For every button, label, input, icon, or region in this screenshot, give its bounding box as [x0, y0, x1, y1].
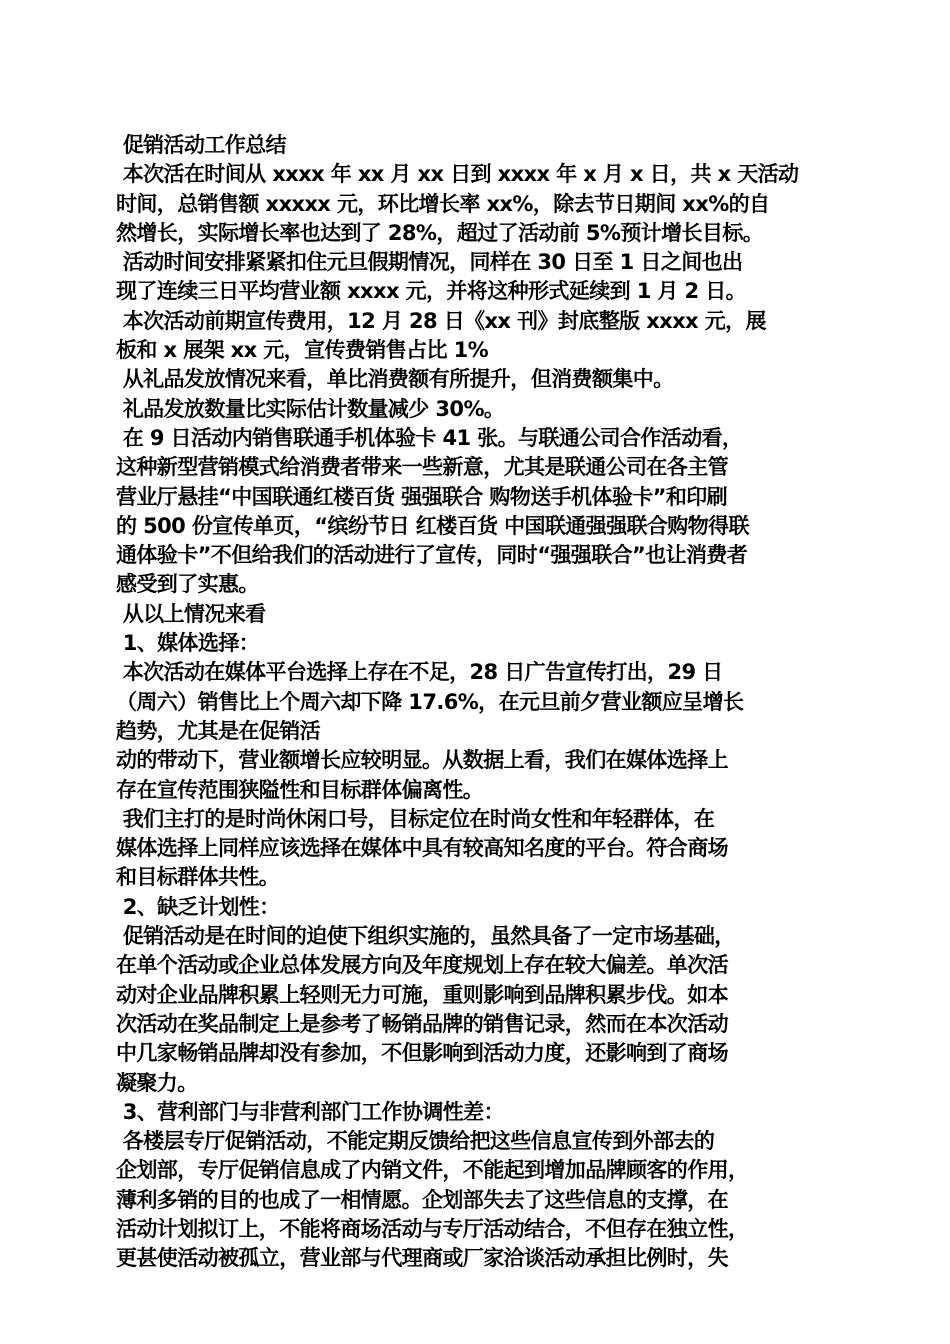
text-line: 和目标群体共性。 — [116, 865, 280, 890]
text-line: 促销活动是在时间的迫使下组织实施的，虽然具备了一定市场基础， — [116, 924, 735, 949]
text-line: 我们主打的是时尚休闲口号，目标定位在时尚女性和年轻群体，在 — [116, 806, 715, 831]
text-line: 这种新型营销模式给消费者带来一些新意，尤其是联通公司在各主管 — [116, 455, 728, 480]
text-line: 2、缺乏计划性： — [116, 894, 280, 919]
text-line: 动的带动下，营业额增长应较明显。从数据上看，我们在媒体选择上 — [116, 748, 728, 773]
text-line: 从礼品发放情况来看，单比消费额有所提升，但消费额集中。 — [116, 367, 674, 392]
text-line: 礼品发放数量比实际估计数量减少 30%。 — [116, 396, 505, 421]
text-line: 现了连续三日平均营业额 xxxx 元，并将这种形式延续到 1 月 2 日。 — [116, 279, 747, 304]
text-line: 通体验卡”不但给我们的活动进行了宣传，同时“强强联合”也让消费者 — [116, 543, 748, 568]
text-line: 动对企业品牌积累上轻则无力可施，重则影响到品牌积累步伐。如本 — [116, 982, 728, 1007]
text-line: 本次活动在媒体平台选择上存在不足，28 日广告宣传打出，29 日 — [116, 660, 723, 685]
text-line: 趋势，尤其是在促销活 — [116, 718, 320, 743]
text-line: 3、营利部门与非营利部门工作协调性差： — [116, 1099, 504, 1124]
text-line: 存在宣传范围狭隘性和目标群体偏离性。 — [116, 777, 484, 802]
text-line: 的 500 份宣传单页，“缤纷节日 红楼百货 中国联通强强联合购物得联 — [116, 513, 749, 538]
text-line: 营业厅悬挂“中国联通红楼百货 强强联合 购物送手机体验卡”和印刷 — [116, 484, 728, 509]
text-line: 时间，总销售额 xxxxx 元，环比增长率 xx%，除去节日期间 xx%的自 — [116, 191, 770, 216]
text-line: 在单个活动或企业总体发展方向及年度规划上存在较大偏差。单次活 — [116, 953, 728, 978]
text-line: 企划部，专厅促销信息成了内销文件，不能起到增加品牌顾客的作用， — [116, 1158, 749, 1183]
text-line: 板和 x 展架 xx 元，宣传费销售占比 1% — [116, 338, 489, 363]
text-line: 在 9 日活动内销售联通手机体验卡 41 张。与联通公司合作活动看， — [116, 425, 743, 450]
text-line: 从以上情况来看 — [116, 601, 266, 626]
text-line: 媒体选择上同样应该选择在媒体中具有较高知名度的平台。符合商场 — [116, 836, 728, 861]
text-line: 活动计划拟订上，不能将商场活动与专厅活动结合，不但存在独立性， — [116, 1216, 749, 1241]
text-line: （周六）销售比上个周六却下降 17.6%，在元旦前夕营业额应呈增长 — [116, 689, 744, 714]
document-title: 促销活动工作总结 — [116, 133, 286, 157]
text-line: 薄利多销的目的也成了一相情愿。企划部失去了这些信息的支撑，在 — [116, 1187, 728, 1212]
text-line: 感受到了实惠。 — [116, 572, 259, 597]
text-line: 次活动在奖品制定上是参考了畅销品牌的销售记录，然而在本次活动 — [116, 1011, 728, 1036]
text-line: 凝聚力。 — [116, 1070, 198, 1095]
text-line: 然增长，实际增长率也达到了 28%，超过了活动前 5%预计增长目标。 — [116, 220, 764, 245]
text-line: 活动时间安排紧紧扣住元旦假期情况，同样在 30 日至 1 日之间也出 — [116, 250, 743, 275]
document-body — [116, 131, 846, 1274]
text-line: 本次活在时间从 xxxx 年 xx 月 xx 日到 xxxx 年 x 月 x 日，共 x 天活动 — [116, 162, 799, 187]
text-line: 1、媒体选择： — [116, 631, 260, 656]
text-line: 本次活动前期宣传费用，12 月 28 日《xx 刊》封底整版 xxxx 元，展 — [116, 308, 766, 333]
text-line: 各楼层专厅促销活动，不能定期反馈给把这些信息宣传到外部去的 — [116, 1129, 715, 1154]
text-line: 更甚使活动被孤立，营业部与代理商或厂家洽谈活动承担比例时，失 — [116, 1246, 728, 1271]
text-line: 中几家畅销品牌却没有参加，不但影响到活动力度，还影响到了商场 — [116, 1041, 728, 1066]
